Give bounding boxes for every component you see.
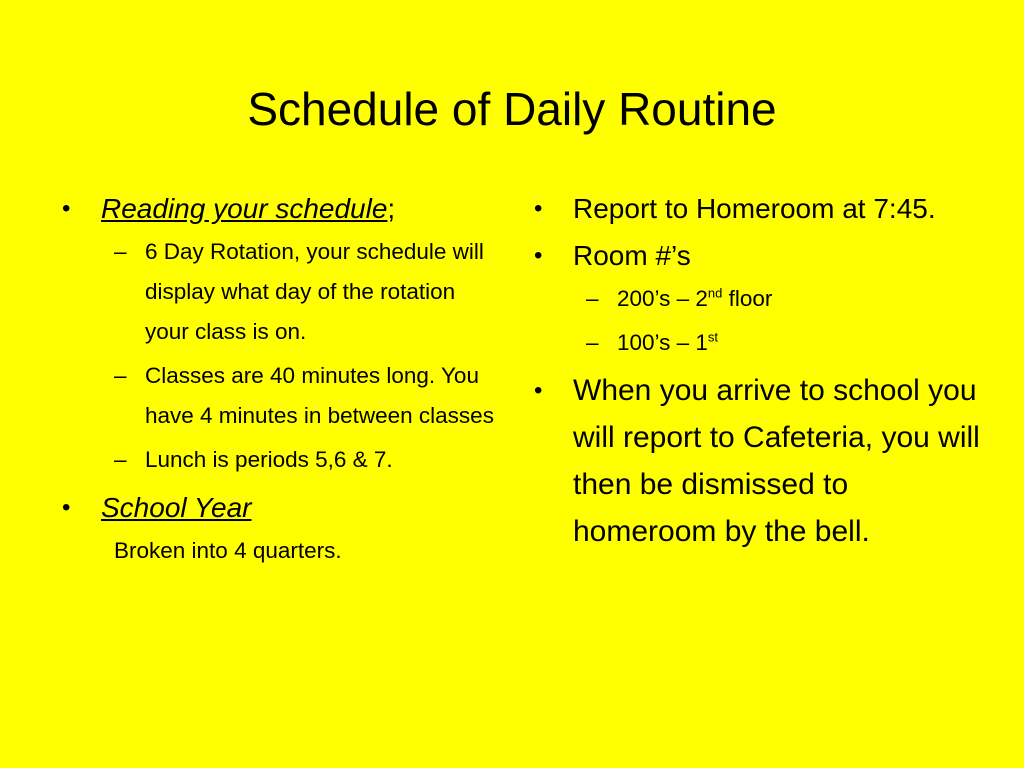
reading-schedule-label: Reading your schedule: [101, 193, 388, 224]
bullet-icon: •: [62, 494, 71, 521]
sub-bullet-rotation: [58, 232, 498, 352]
bullet-reading-schedule: [58, 185, 498, 232]
class-length-text: Classes are 40 minutes long. You have 4 minutes in between classes: [145, 363, 494, 428]
sub-bullet-100s: [530, 323, 980, 363]
sub-bullet-200s: [530, 279, 980, 319]
sub-bullet-class-length: [58, 356, 498, 436]
school-year-label: School Year: [101, 492, 252, 523]
reading-schedule-suffix: ;: [387, 193, 396, 224]
bullet-room-numbers: [530, 232, 980, 279]
dash-icon: –: [586, 330, 599, 355]
homeroom-text: Report to Homeroom at 7:45.: [573, 193, 936, 224]
dash-icon: –: [114, 363, 127, 388]
room-100s-base: 100’s – 1: [617, 330, 708, 355]
bullet-arrival: [530, 367, 980, 555]
bullet-icon: •: [534, 242, 543, 269]
dash-icon: –: [586, 286, 599, 311]
bullet-icon: •: [534, 377, 543, 404]
room-100s-sup: st: [707, 329, 719, 345]
left-column: [58, 185, 498, 571]
lunch-text: Lunch is periods 5,6 & 7.: [145, 447, 393, 472]
school-year-note: Broken into 4 quarters.: [114, 538, 342, 563]
sub-bullet-lunch: [58, 440, 498, 480]
dash-icon: –: [114, 447, 127, 472]
arrival-text: When you arrive to school you will report to Cafeteria, you will then be dismissed to homeroom by the bell.: [573, 374, 980, 548]
slide-title: Schedule of Daily Routine: [247, 83, 777, 135]
bullet-icon: •: [62, 195, 71, 222]
bullet-school-year: [58, 484, 498, 531]
room-200s-tail: floor: [722, 286, 773, 311]
room-200s-sup: nd: [707, 285, 723, 301]
room-200s-base: 200’s – 2: [617, 286, 708, 311]
dash-icon: –: [114, 239, 127, 264]
bullet-icon: •: [534, 195, 543, 222]
bullet-homeroom: [530, 185, 980, 232]
room-numbers-text: Room #’s: [573, 240, 691, 271]
rotation-text: 6 Day Rotation, your schedule will display what day of the rotation your class is on.: [145, 239, 484, 344]
right-column: [530, 185, 980, 559]
